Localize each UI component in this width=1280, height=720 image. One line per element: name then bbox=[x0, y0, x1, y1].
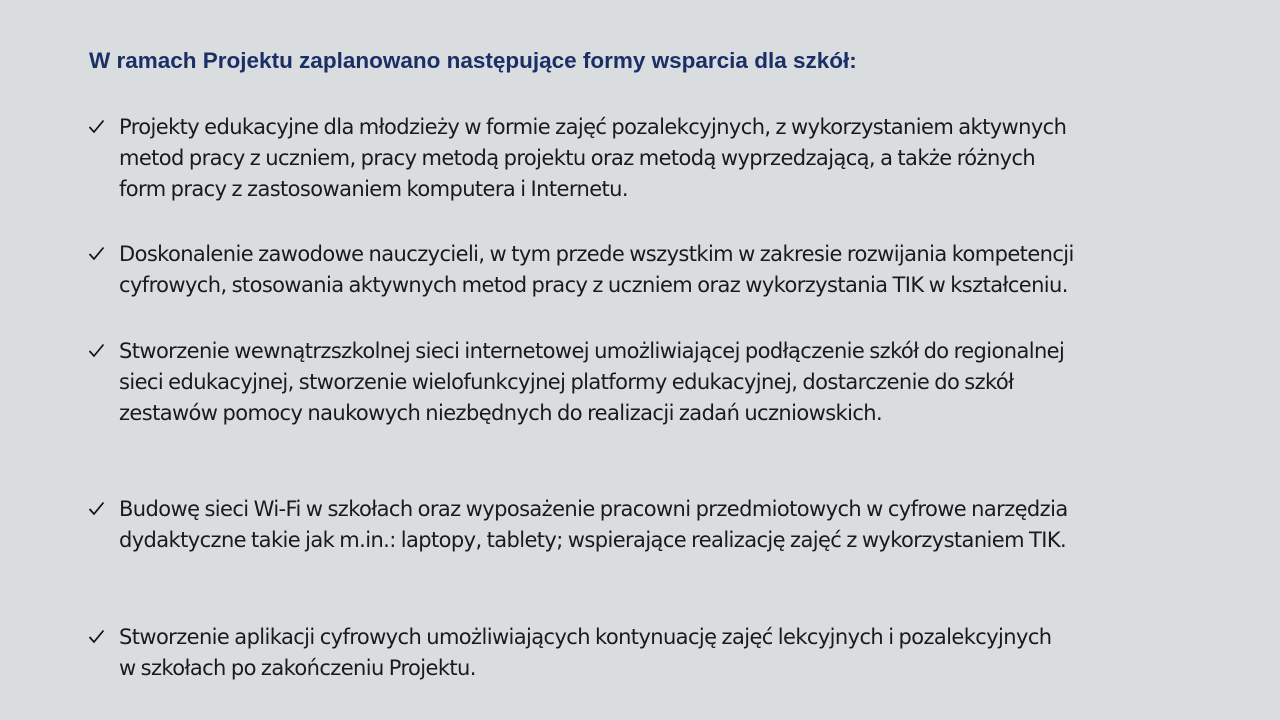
bullet-line: zestawów pomocy naukowych niezbędnych do realizacji zadań uczniowskich. bbox=[119, 401, 883, 425]
bullet-line: Projekty edukacyjne dla młodzieży w formie zajęć pozalekcyjnych, z wykorzystaniem aktywnych bbox=[119, 115, 1067, 139]
check-icon bbox=[88, 239, 110, 270]
bullet-text bbox=[119, 336, 1208, 429]
bullet-line: Stworzenie aplikacji cyfrowych umożliwiających kontynuację zajęć lekcyjnych i pozalekcyjnych bbox=[119, 625, 1052, 649]
slide-title: W ramach Projektu zaplanowano następujące formy wsparcia dla szkół: bbox=[89, 48, 857, 73]
bullet-line: form pracy z zastosowaniem komputera i Internetu. bbox=[119, 177, 628, 201]
bullet-item bbox=[88, 112, 1208, 205]
bullet-line: Doskonalenie zawodowe nauczycieli, w tym przede wszystkim w zakresie rozwijania kompetencji bbox=[119, 242, 1074, 266]
bullet-text bbox=[119, 494, 1208, 556]
bullet-item bbox=[88, 494, 1208, 556]
bullet-text bbox=[119, 239, 1208, 301]
bullet-line: Budowę sieci Wi-Fi w szkołach oraz wyposażenie pracowni przedmiotowych w cyfrowe narzędzia bbox=[119, 497, 1068, 521]
bullet-item bbox=[88, 239, 1208, 301]
bullet-line: metod pracy z uczniem, pracy metodą projektu oraz metodą wyprzedzającą, a także różnych bbox=[119, 146, 1036, 170]
bullet-item bbox=[88, 622, 1208, 684]
check-icon bbox=[88, 112, 110, 143]
bullet-line: sieci edukacyjnej, stworzenie wielofunkcyjnej platformy edukacyjnej, dostarczenie do szkół bbox=[119, 370, 1014, 394]
bullet-line: cyfrowych, stosowania aktywnych metod pracy z uczniem oraz wykorzystania TIK w kształceniu. bbox=[119, 273, 1068, 297]
bullet-text bbox=[119, 622, 1208, 684]
bullet-item bbox=[88, 336, 1208, 429]
bullet-line: Stworzenie wewnątrzszkolnej sieci internetowej umożliwiającej podłączenie szkół do regionalnej bbox=[119, 339, 1065, 363]
bullet-line: dydaktyczne takie jak m.in.: laptopy, tablety; wspierające realizację zajęć z wykorzystaniem TIK. bbox=[119, 528, 1067, 552]
check-icon bbox=[88, 494, 110, 525]
bullet-line: w szkołach po zakończeniu Projektu. bbox=[119, 656, 476, 680]
check-icon bbox=[88, 622, 110, 653]
check-icon bbox=[88, 336, 110, 367]
bullet-text bbox=[119, 112, 1208, 205]
